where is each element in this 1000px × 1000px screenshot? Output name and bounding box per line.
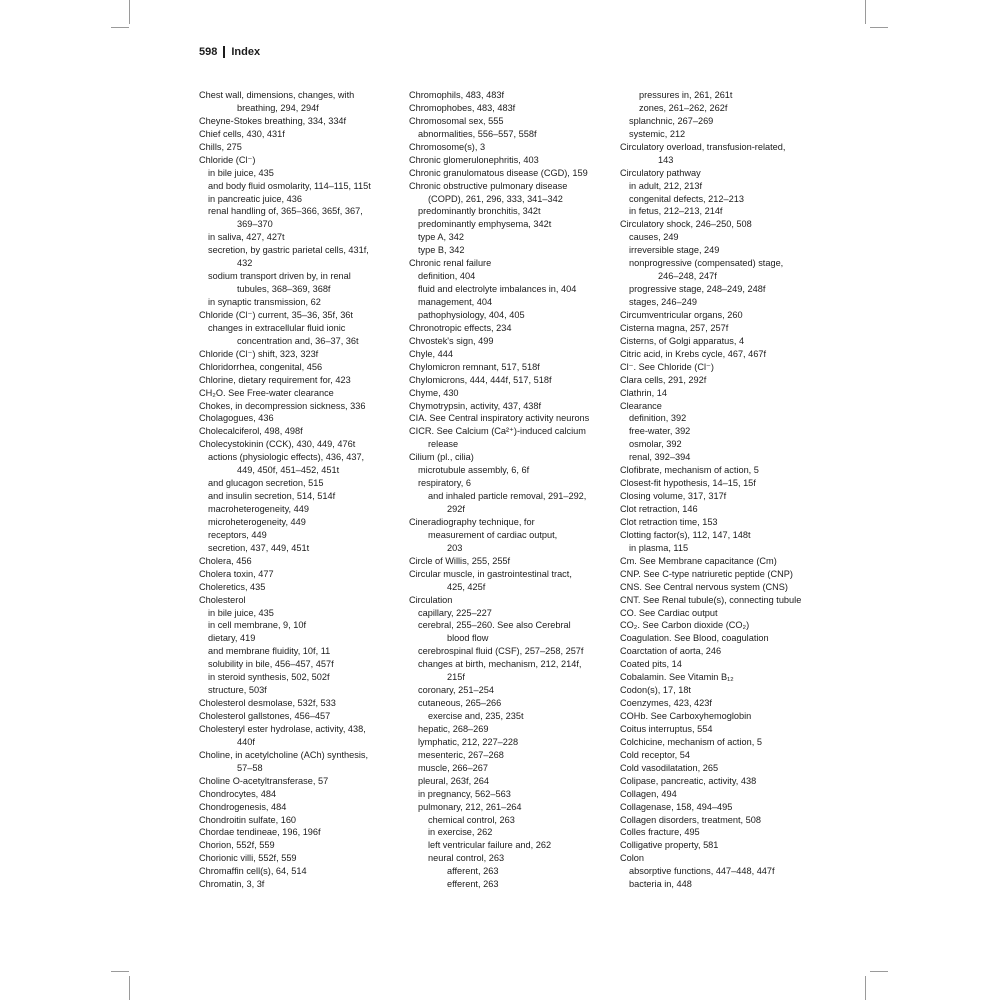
index-subentry: solubility in bile, 456–457, 457f xyxy=(208,659,334,670)
crop-mark xyxy=(865,976,866,1000)
index-entry: Chorion, 552f, 559 xyxy=(199,840,275,851)
index-subentry: and glucagon secretion, 515 xyxy=(208,478,324,489)
index-subentry: and inhaled particle removal, 291–292, xyxy=(428,491,587,502)
crop-mark xyxy=(129,0,130,24)
index-subentry: lymphatic, 212, 227–228 xyxy=(418,736,519,747)
index-entry: Cheyne-Stokes breathing, 334, 334f xyxy=(199,115,347,126)
index-entry: Chromosome(s), 3 xyxy=(409,141,486,152)
index-entry: Choline, in acetylcholine (ACh) synthesis, xyxy=(199,749,369,760)
index-subentry: left ventricular failure and, 262 xyxy=(428,840,552,851)
index-subentry: tubules, 368–369, 368f xyxy=(237,284,331,295)
index-entry: Clotting factor(s), 112, 147, 148t xyxy=(620,529,751,540)
index-subentry: in pregnancy, 562–563 xyxy=(418,788,511,799)
index-entry: Coated pits, 14 xyxy=(620,659,682,670)
index-entry: Coarctation of aorta, 246 xyxy=(620,646,722,657)
index-subentry: causes, 249 xyxy=(629,232,679,243)
index-subentry: in saliva, 427, 427t xyxy=(208,232,285,243)
index-subentry: and body fluid osmolarity, 114–115, 115t xyxy=(208,180,371,191)
index-entry: Chronic glomerulonephritis, 403 xyxy=(409,154,539,165)
index-subentry: cutaneous, 265–266 xyxy=(418,698,502,709)
index-subentry: 440f xyxy=(237,736,255,747)
index-column-1 xyxy=(199,89,399,891)
index-entry: Chordae tendineae, 196, 196f xyxy=(199,827,321,838)
index-subentry: nonprogressive (compensated) stage, xyxy=(629,258,784,269)
index-subentry: abnormalities, 556–557, 558f xyxy=(418,128,537,139)
index-subentry: actions (physiologic effects), 436, 437, xyxy=(208,452,365,463)
index-entry: Chyle, 444 xyxy=(409,348,453,359)
index-entry: Clot retraction time, 153 xyxy=(620,516,718,527)
index-entry: Cold vasodilatation, 265 xyxy=(620,762,719,773)
index-column-3 xyxy=(620,89,820,891)
index-entry: Circumventricular organs, 260 xyxy=(620,309,743,320)
index-subentry: macroheterogeneity, 449 xyxy=(208,504,309,514)
index-subentry: and membrane fluidity, 10f, 11 xyxy=(208,646,331,657)
index-subentry: definition, 404 xyxy=(418,271,476,282)
index-subentry: pressures in, 261, 261t xyxy=(639,90,733,100)
index-subentry: management, 404 xyxy=(418,297,493,307)
index-subentry: dietary, 419 xyxy=(208,633,256,644)
page-number: 598 xyxy=(199,46,218,58)
index-subentry: predominantly bronchitis, 342t xyxy=(418,206,541,217)
index-entry: Chromosomal sex, 555 xyxy=(409,115,504,126)
index-entry: Colipase, pancreatic, activity, 438 xyxy=(620,775,757,786)
index-subentry: measurement of cardiac output, xyxy=(428,529,558,540)
index-entry: Choline O-acetyltransferase, 57 xyxy=(199,775,329,786)
index-entry: Chymotrypsin, activity, 437, 438f xyxy=(409,400,542,411)
index-entry: Chloride (Cl⁻) current, 35–36, 35f, 36t xyxy=(199,309,353,320)
index-entry: Chronic obstructive pulmonary disease xyxy=(409,180,568,191)
index-entry: Collagen disorders, treatment, 508 xyxy=(620,814,761,825)
index-subentry: capillary, 225–227 xyxy=(418,607,492,618)
index-entry: Cholecalciferol, 498, 498f xyxy=(199,426,303,437)
index-subentry: stages, 246–249 xyxy=(629,297,697,307)
index-entry: Colligative property, 581 xyxy=(620,840,719,851)
index-entry: Chondrocytes, 484 xyxy=(199,788,277,799)
index-subentry: osmolar, 392 xyxy=(629,439,682,450)
index-subentry: changes in extracellular fluid ionic xyxy=(208,322,346,333)
index-entry: Cholera toxin, 477 xyxy=(199,568,274,579)
crop-mark xyxy=(111,971,129,972)
index-subentry: definition, 392 xyxy=(629,413,687,424)
index-subentry: efferent, 263 xyxy=(447,879,499,890)
index-subentry: secretion, 437, 449, 451t xyxy=(208,542,310,553)
index-subentry: mesenteric, 267–268 xyxy=(418,749,504,760)
index-subentry: structure, 503f xyxy=(208,685,267,696)
index-entry: Citric acid, in Krebs cycle, 467, 467f xyxy=(620,348,767,359)
header-divider xyxy=(223,46,225,58)
index-subentry: pathophysiology, 404, 405 xyxy=(418,309,525,320)
index-entry: Chokes, in decompression sickness, 336 xyxy=(199,400,366,411)
index-entry: Collagenase, 158, 494–495 xyxy=(620,801,733,812)
index-entry: Codon(s), 17, 18t xyxy=(620,685,691,696)
index-subentry: microtubule assembly, 6, 6f xyxy=(418,465,530,476)
index-entry: Chloride (Cl⁻) xyxy=(199,154,256,165)
index-entry: Chylomicrons, 444, 444f, 517, 518f xyxy=(409,374,552,385)
index-column-2 xyxy=(409,89,609,891)
index-subentry: 425, 425f xyxy=(447,581,486,592)
index-entry: Chloride (Cl⁻) shift, 323, 323f xyxy=(199,348,319,359)
index-subentry: in bile juice, 435 xyxy=(208,607,274,618)
index-entry: COHb. See Carboxyhemoglobin xyxy=(620,711,752,721)
index-entry: Clot retraction, 146 xyxy=(620,504,698,514)
index-entry: Colles fracture, 495 xyxy=(620,827,700,838)
index-entry: Circulation xyxy=(409,594,453,605)
index-entry: Circulatory overload, transfusion-related, xyxy=(620,141,786,152)
index-entry: Cholesterol gallstones, 456–457 xyxy=(199,711,331,721)
index-subentry: and insulin secretion, 514, 514f xyxy=(208,491,336,502)
index-entry: CIA. See Central inspiratory activity neurons xyxy=(409,413,590,424)
index-entry: Chromaffin cell(s), 64, 514 xyxy=(199,866,307,877)
index-entry: Chyme, 430 xyxy=(409,387,459,398)
index-subentry: 203 xyxy=(447,542,463,553)
index-entry: CH₂O. See Free-water clearance xyxy=(199,387,334,398)
crop-mark xyxy=(870,27,888,28)
index-subentry: splanchnic, 267–269 xyxy=(629,115,714,126)
index-subentry: in fetus, 212–213, 214f xyxy=(629,206,723,217)
index-entry: CICR. See Calcium (Ca²⁺)-induced calcium xyxy=(409,426,586,437)
index-subentry: coronary, 251–254 xyxy=(418,685,494,696)
index-entry: CNT. See Renal tubule(s), connecting tubule xyxy=(620,594,802,605)
index-subentry: secretion, by gastric parietal cells, 431f, xyxy=(208,245,369,256)
index-entry: Chvostek's sign, 499 xyxy=(409,335,494,346)
index-subentry: muscle, 266–267 xyxy=(418,762,488,773)
index-entry: Cobalamin. See Vitamin B₁₂ xyxy=(620,672,734,683)
index-entry: CNP. See C-type natriuretic peptide (CNP) xyxy=(620,568,793,579)
index-subentry: microheterogeneity, 449 xyxy=(208,516,306,527)
index-entry: Chest wall, dimensions, changes, with xyxy=(199,90,355,100)
index-subentry: exercise and, 235, 235t xyxy=(428,711,524,721)
index-entry: Closing volume, 317, 317f xyxy=(620,491,727,502)
index-subentry: renal handling of, 365–366, 365f, 367, xyxy=(208,206,363,217)
index-entry: Choleretics, 435 xyxy=(199,581,266,592)
index-subentry: progressive stage, 248–249, 248f xyxy=(629,284,766,295)
index-subentry: irreversible stage, 249 xyxy=(629,245,720,256)
index-subentry: breathing, 294, 294f xyxy=(237,102,319,113)
crop-mark xyxy=(129,976,130,1000)
index-entry: Cholesterol desmolase, 532f, 533 xyxy=(199,698,336,709)
index-entry: CO. See Cardiac output xyxy=(620,607,718,618)
index-entry: Chylomicron remnant, 517, 518f xyxy=(409,361,540,372)
index-subentry: in exercise, 262 xyxy=(428,827,493,838)
index-subentry: 369–370 xyxy=(237,219,273,230)
index-subentry: congenital defects, 212–213 xyxy=(629,193,744,204)
index-subentry: neural control, 263 xyxy=(428,853,505,864)
index-entry: Clara cells, 291, 292f xyxy=(620,374,707,385)
index-entry: Chromatin, 3, 3f xyxy=(199,879,265,890)
index-entry: Chronic granulomatous disease (CGD), 159 xyxy=(409,167,588,178)
index-subentry: afferent, 263 xyxy=(447,866,499,877)
index-subentry: concentration and, 36–37, 36t xyxy=(237,335,359,346)
index-subentry: cerebral, 255–260. See also Cerebral xyxy=(418,620,571,631)
index-subentry: 292f xyxy=(447,504,465,514)
index-subentry: absorptive functions, 447–448, 447f xyxy=(629,866,775,877)
index-entry: Cl⁻. See Chloride (Cl⁻) xyxy=(620,361,714,372)
index-entry: Colchicine, mechanism of action, 5 xyxy=(620,736,762,747)
index-entry: Chronotropic effects, 234 xyxy=(409,322,512,333)
index-subentry: 246–248, 247f xyxy=(658,271,717,282)
index-subentry: in steroid synthesis, 502, 502f xyxy=(208,672,330,683)
index-subentry: cerebrospinal fluid (CSF), 257–258, 257f xyxy=(418,646,584,657)
section-title: Index xyxy=(231,46,261,58)
index-entry: Coenzymes, 423, 423f xyxy=(620,698,712,709)
index-entry: Circulatory pathway xyxy=(620,167,701,178)
index-entry: Circular muscle, in gastrointestinal tract, xyxy=(409,568,572,579)
index-subentry: in synaptic transmission, 62 xyxy=(208,297,321,307)
index-entry: Closest-fit hypothesis, 14–15, 15f xyxy=(620,478,756,489)
index-subentry: in plasma, 115 xyxy=(629,542,689,553)
index-subentry: type A, 342 xyxy=(418,232,464,243)
index-subentry: 215f xyxy=(447,672,465,683)
index-entry: Cholagogues, 436 xyxy=(199,413,274,424)
index-subentry: in pancreatic juice, 436 xyxy=(208,193,302,204)
index-entry: Clofibrate, mechanism of action, 5 xyxy=(620,465,759,476)
index-entry: Colon xyxy=(620,853,645,864)
index-subentry: bacteria in, 448 xyxy=(629,879,692,890)
index-subentry: type B, 342 xyxy=(418,245,465,256)
index-subentry: zones, 261–262, 262f xyxy=(639,102,728,113)
index-entry: Chills, 275 xyxy=(199,141,242,152)
index-entry: Circle of Willis, 255, 255f xyxy=(409,555,511,566)
index-entry: Chlorine, dietary requirement for, 423 xyxy=(199,374,351,385)
index-subentry: chemical control, 263 xyxy=(428,814,515,825)
index-entry: Chromophils, 483, 483f xyxy=(409,90,504,100)
index-subentry: 449, 450f, 451–452, 451t xyxy=(237,465,340,476)
index-entry: Chronic renal failure xyxy=(409,258,492,269)
index-subentry: 432 xyxy=(237,258,253,269)
page-header xyxy=(199,46,260,58)
index-subentry: in bile juice, 435 xyxy=(208,167,274,178)
index-subentry: in cell membrane, 9, 10f xyxy=(208,620,307,631)
index-subentry: predominantly emphysema, 342t xyxy=(418,219,552,230)
index-entry: Chondroitin sulfate, 160 xyxy=(199,814,297,825)
index-entry: Cold receptor, 54 xyxy=(620,749,690,760)
index-subentry: respiratory, 6 xyxy=(418,478,471,489)
index-subentry: (COPD), 261, 296, 333, 341–342 xyxy=(428,193,563,204)
index-entry: Coagulation. See Blood, coagulation xyxy=(620,633,769,644)
index-entry: Cilium (pl., cilia) xyxy=(409,452,474,463)
index-entry: Circulatory shock, 246–250, 508 xyxy=(620,219,752,230)
index-entry: Chorionic villi, 552f, 559 xyxy=(199,853,297,864)
index-subentry: sodium transport driven by, in renal xyxy=(208,271,351,282)
index-entry: Coitus interruptus, 554 xyxy=(620,723,713,734)
index-subentry: receptors, 449 xyxy=(208,529,267,540)
index-subentry: hepatic, 268–269 xyxy=(418,723,489,734)
index-entry: CNS. See Central nervous system (CNS) xyxy=(620,581,788,592)
index-subentry: renal, 392–394 xyxy=(629,452,691,463)
index-entry: Chloridorrhea, congenital, 456 xyxy=(199,361,323,372)
index-entry: Cisterna magna, 257, 257f xyxy=(620,322,729,333)
index-entry: Cm. See Membrane capacitance (Cm) xyxy=(620,555,777,566)
index-subentry: 143 xyxy=(658,154,674,165)
index-subentry: pulmonary, 212, 261–264 xyxy=(418,801,522,812)
index-subentry: pleural, 263f, 264 xyxy=(418,775,490,786)
index-entry: Cineradiography technique, for xyxy=(409,516,535,527)
index-subentry: blood flow xyxy=(447,633,489,644)
index-subentry: in adult, 212, 213f xyxy=(629,180,703,191)
index-entry: Collagen, 494 xyxy=(620,788,677,799)
index-subentry: release xyxy=(428,439,459,450)
index-subentry: changes at birth, mechanism, 212, 214f, xyxy=(418,659,582,670)
crop-mark xyxy=(111,27,129,28)
index-entry: Chromophobes, 483, 483f xyxy=(409,102,516,113)
index-entry: Cholesterol xyxy=(199,594,246,605)
index-subentry: free-water, 392 xyxy=(629,426,691,437)
index-entry: Clathrin, 14 xyxy=(620,387,667,398)
index-entry: Chief cells, 430, 431f xyxy=(199,128,285,139)
index-subentry: 57–58 xyxy=(237,762,263,773)
index-subentry: fluid and electrolyte imbalances in, 404 xyxy=(418,284,577,295)
crop-mark xyxy=(865,0,866,24)
index-entry: Cholesteryl ester hydrolase, activity, 438, xyxy=(199,723,366,734)
index-entry: Chondrogenesis, 484 xyxy=(199,801,287,812)
index-subentry: systemic, 212 xyxy=(629,128,686,139)
index-entry: Clearance xyxy=(620,400,662,411)
index-entry: Cholera, 456 xyxy=(199,555,252,566)
index-entry: Cholecystokinin (CCK), 430, 449, 476t xyxy=(199,439,356,450)
crop-mark xyxy=(870,971,888,972)
index-entry: Cisterns, of Golgi apparatus, 4 xyxy=(620,335,745,346)
index-entry: CO₂. See Carbon dioxide (CO₂) xyxy=(620,620,750,631)
